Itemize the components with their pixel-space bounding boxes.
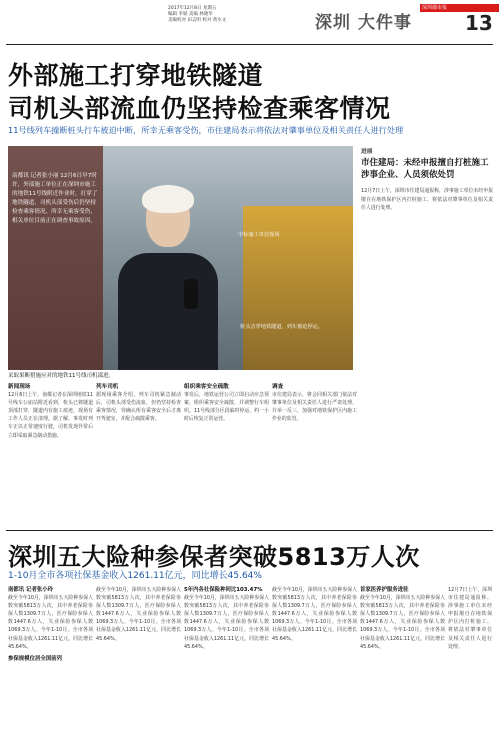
second-headline: 深圳五大险种参保者突破5813万人次	[8, 543, 420, 571]
column-body: 截至今年10月，深圳市五大险种参保人数突破5813万人次，其中养老保险参保人数1309.7万人，医疗保险参保人数1447.6万人，失业保险参保人数1069.3万人。今年1-10月，全市各项社保基金收入1261.11亿元，同比增长45.64%。	[96, 587, 181, 642]
column-body: 市住建局表示，将会同相关部门依法对肇事单位及相关责任人进行严肃处理，并举一反三，加强对地铁保护区内施工作业的监管。	[272, 392, 357, 423]
section-heading: 参保规模位居全国前列	[8, 655, 62, 662]
second-column-3	[184, 586, 269, 651]
top-rule	[6, 44, 493, 45]
second-subhead: 1-10月全市各项社保基金收入1261.11亿元，同比增长45.64%	[8, 571, 262, 581]
lead-column-4	[272, 383, 357, 423]
lead-column-2	[96, 383, 181, 423]
column-heading: 新闻现场	[8, 384, 31, 390]
column-body: 截至今年10月，深圳市五大险种参保人数突破5813万人次，其中养老保险参保人数1309.7万人，医疗保险参保人数1447.6万人，失业保险参保人数1069.3万人。今年1-10月，全市各项社保基金收入1261.11亿元，同比增长45.64%。	[360, 595, 445, 650]
lead-column-1	[8, 383, 93, 440]
lead-subhead: 11号线列车撞断桩头行车被迫中断，所幸无乘客受伤，市住建局表示将依法对肇事单位及相关责任人进行处理	[8, 125, 404, 135]
masthead-tag: 深圳都市报	[422, 5, 448, 11]
column-body: 截至今年10月，深圳市五大险种参保人数突破5813万人次，其中养老保险参保人数1309.7万人，医疗保险参保人数1447.6万人，失业保险参保人数1069.3万人。今年1-10月，全市各项社保基金收入1261.11亿元，同比增长45.64%。	[184, 595, 269, 650]
column-body: 截至今年10月，深圳市五大险种参保人数突破5813万人次，其中养老保险参保人数1309.7万人，医疗保险参保人数1447.6万人，失业保险参保人数1069.3万人。今年1-10月，全市各项社保基金收入1261.11亿元，同比增长45.64%。	[8, 595, 93, 650]
column-heading: 组织乘客安全疏散	[184, 384, 229, 390]
pile-driver-image	[243, 206, 353, 370]
section-heading-2: 5年内各社保险种同比103.47%	[184, 587, 263, 593]
inset-caption-2: 桩头击穿地铁隧道，列车被迫停运。	[240, 324, 324, 330]
editors: 编辑 李斌 美编 林晓华	[168, 12, 213, 17]
driver-portrait	[118, 191, 218, 370]
lead-headline-line2: 司机头部流血仍坚持检查乘客情况	[8, 94, 391, 123]
proofreaders: 美编校对 田志明 校对 黄水文	[168, 18, 227, 23]
second-column-4	[272, 586, 357, 643]
mid-rule	[6, 530, 493, 531]
column-body: 事发后，地铁运营公司立即启动应急预案，组织乘客安全疏散，并调整行车组织。11号线部分区段临时停运，约一小时后恢复正常运营。	[184, 392, 269, 423]
lead-column-3	[184, 383, 269, 423]
driver-body	[118, 253, 218, 370]
photo-credit: 采取果断措施应对的地铁11号线司机邵进。	[8, 373, 114, 379]
issue-date: 2017年12月8日 星期五	[168, 6, 217, 11]
column-body: 12月6日上午，南都记者在深圳地铁11号线车公庙站附近看到，桩头已将隧道顶部打穿，隧道内有施工痕迹，现场有工作人员正在清理。据了解，事发时列车正以正常速度行驶，司机发现异常后立即采取紧急制动措施。	[8, 392, 93, 439]
driver-cap	[142, 185, 194, 213]
sidebar	[361, 146, 493, 213]
second-column-2	[96, 586, 181, 643]
microphone-icon	[184, 279, 198, 309]
section-heading-3: 首家医养护服务进驻	[360, 587, 409, 593]
section-name: 深圳 大件事	[315, 13, 412, 33]
second-column-1	[8, 586, 93, 663]
sidebar-title: 市住建局：未经申报擅自打桩施工涉事企业、人员须依处罚	[361, 158, 489, 180]
sidebar-body: 12月7日上午，深圳市住建局通报称，涉事施工单位未经申报擅自在地铁保护区内打桩施工，将依法对肇事单位及相关责任人进行处理。	[361, 188, 493, 212]
column-body: 截至今年10月，深圳市五大险种参保人数突破5813万人次，其中养老保险参保人数1309.7万人，医疗保险参保人数1447.6万人，失业保险参保人数1069.3万人。今年1-10月，全市各项社保基金收入1261.11亿元，同比增长45.64%。	[272, 587, 357, 642]
column-body: 12月7日上午，深圳市住建局通报称，涉事施工单位未经申报擅自在地铁保护区内打桩施工，将依法对肇事单位及相关责任人进行处理。	[448, 587, 492, 650]
byline: 南都讯 记者张小玲	[8, 587, 54, 593]
column-heading: 调查	[272, 384, 284, 390]
section-title	[315, 8, 412, 33]
photo-intro-text: 南都讯 记者张小丽 12月6日早7时许，外部施工单位正在深圳市施工的地铁11号线附近作业时，打穿了地铁隧道，司机头部受伤后仍坚持检查乘客情况。所幸无乘客受伤，相关单位目前正在调查事故原因。	[12, 173, 98, 224]
column-heading: 列车司机	[96, 384, 119, 390]
page-number: 13	[465, 11, 493, 35]
second-column-5	[360, 586, 445, 651]
masthead-meta	[168, 6, 288, 24]
lead-headline-line1: 外部施工打穿地铁隧道	[8, 61, 264, 90]
column-body: 据现场乘客介绍，列车司机紧急制动后，司机头部受伤流血，但仍坚持检查乘客情况，待确认所有乘客安全后才离开驾驶室，并配合疏散乘客。	[96, 392, 181, 423]
sidebar-label: 进展	[361, 149, 373, 155]
second-column-6	[448, 586, 492, 651]
inset-caption: 中标施工单位现场	[238, 232, 280, 238]
